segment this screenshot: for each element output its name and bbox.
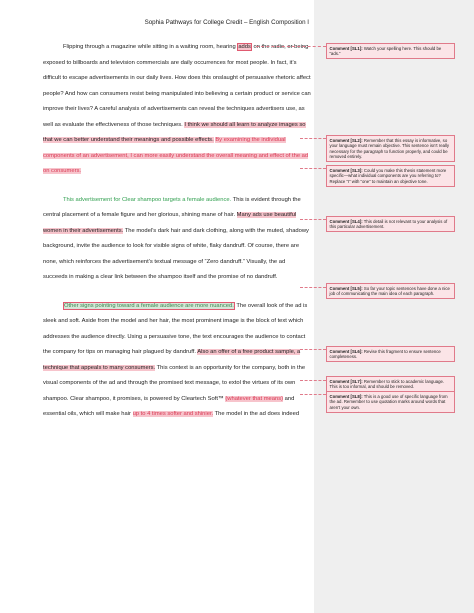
topic-sentence-2: This advertisement for Clear shampoo targets a female audience.: [63, 196, 232, 203]
p2-text-2: The model’s dark hair and dark clothing, along with the muted, shadowy background, invite the audience to look for visible signs of white, flaky dandruff. Of course, there are none, which reinforces the advertisement’s textual message of “Zero dandruff.” Visually, the ad succeeds in making a clear link between the shampoo itself and the promise of no dandruff.: [43, 227, 309, 280]
comment-text: Could you make this thesis statement more specific—what individual components are you referring to? Replace “I” with “one” to maintain an objective tone.: [329, 167, 447, 184]
connector-sl1: [256, 46, 326, 47]
comment-text: So far your topic sentences have done a nice job of communicating the main idea of each paragraph.: [329, 285, 450, 297]
comment-sl3[interactable]: [326, 165, 455, 187]
comment-anchor-sl7[interactable]: (whatever that means): [225, 395, 284, 402]
page-header: Sophia Pathways for College Credit – English Composition I: [144, 19, 309, 26]
comment-label: Comment [SL3]:: [329, 167, 363, 173]
p3-text-3: and essential oils, which will make hair: [43, 395, 295, 417]
comment-label: Comment [SL2]:: [329, 137, 363, 143]
comment-anchor-sl4[interactable]: Many ads use beautiful women in their advertisements.: [43, 212, 297, 234]
connector-sl7: [300, 380, 326, 381]
comment-text: Remember that this essay is informative, so your language must remain objective. This sentence isn’t really necessary for the paragraph to function properly, and could be removed entirely.: [329, 137, 450, 160]
comment-sl6[interactable]: [326, 346, 455, 362]
comment-anchor-sl1[interactable]: adds: [238, 44, 251, 50]
comment-anchor-sl5[interactable]: Other signs pointing toward a female audience are more nuanced.: [64, 302, 234, 309]
comment-sl5[interactable]: [326, 283, 455, 299]
connector-sl2: [300, 138, 326, 139]
paragraph-2: [43, 193, 311, 286]
comment-anchor-sl6[interactable]: Also an offer of a free product sample, a technique that appeals to many consumers.: [43, 349, 301, 371]
connector-sl6: [300, 349, 326, 350]
comment-label: Comment [SL4]:: [329, 218, 363, 224]
connector-sl5: [300, 287, 326, 288]
p3-text-1: The overall look of the ad is sleek and soft. Aside from the model and her hair, the most prominent image is the block of text which addresses the audience directly. Using a persuasive tone, the text encourages the audience to contact the company for tips on managing hair plagued by dandruff.: [43, 302, 308, 355]
comment-sl8[interactable]: [326, 391, 455, 413]
paragraph-3: [43, 299, 311, 423]
comment-text: Revise this fragment to ensure sentence completeness.: [329, 348, 441, 360]
comment-text: Remember to stick to academic language. This is too informal, and should be removed.: [329, 378, 445, 390]
comment-text: This is a good use of specific language from the ad. Remember to use quotation marks around words that aren’t your own.: [329, 393, 448, 410]
comment-label: Comment [SL8]:: [329, 393, 363, 399]
essay-body: [43, 40, 311, 428]
comment-label: Comment [SL7]:: [329, 378, 363, 384]
connector-sl3: [300, 168, 326, 169]
p1-text-1: Flipping through a magazine while sitting in a waiting room, hearing: [63, 44, 238, 50]
comment-anchor-sl8[interactable]: up to 4 times softer and shinier.: [132, 411, 214, 417]
comment-label: Comment [SL1]:: [329, 45, 363, 51]
comment-anchor-sl2[interactable]: I think we should all learn to analyze images so that we can better understand their meanings and possible effects.: [43, 121, 306, 143]
comment-label: Comment [SL6]:: [329, 348, 363, 354]
p3-text-2: This context is an opportunity for the company, both in the visual components of the ad and through the promised text message, to extol the virtues of its own shampoo. Clear shampoo, it promises, is powered by Cleartech Soft™: [43, 364, 306, 402]
comment-text: This detail is not relevant to your analysis of this particular advertisement.: [329, 218, 448, 230]
comment-margin: [314, 0, 474, 613]
comment-label: Comment [SL5]:: [329, 285, 363, 291]
p3-text-4: The model in the ad does indeed: [213, 411, 300, 417]
connector-sl8: [300, 394, 326, 395]
comment-sl2[interactable]: [326, 135, 455, 162]
p1-text-2: on the radio, or being exposed to billboards and television commercials are daily occurrences for most people. In fact, it’s difficult to escape advertisements in our daily lives. How does this onslaught of persuasive rhetoric affect people? And how can consumers resist being manipulated into believing a certain product or service can improve their lives? A careful analysis of advertisements can reveal the techniques advertisers use, as well as evaluate the effectiveness of those techniques.: [43, 44, 311, 128]
comment-sl1[interactable]: [326, 43, 455, 59]
comment-text: Watch your spelling here. This should be “ads.”: [329, 45, 442, 57]
comment-anchor-sl3[interactable]: By examining the individual components of an advertisement, I can more easily understand the overall meaning and effect of the ad on consumers.: [43, 137, 309, 174]
p2-text-1: This is evident through the central placement of a female figure and her glorious, shining mane of hair.: [43, 196, 301, 218]
connector-sl4: [300, 219, 326, 220]
paragraph-1: [43, 40, 311, 180]
comment-sl4[interactable]: [326, 216, 455, 232]
comment-sl7[interactable]: [326, 376, 455, 392]
